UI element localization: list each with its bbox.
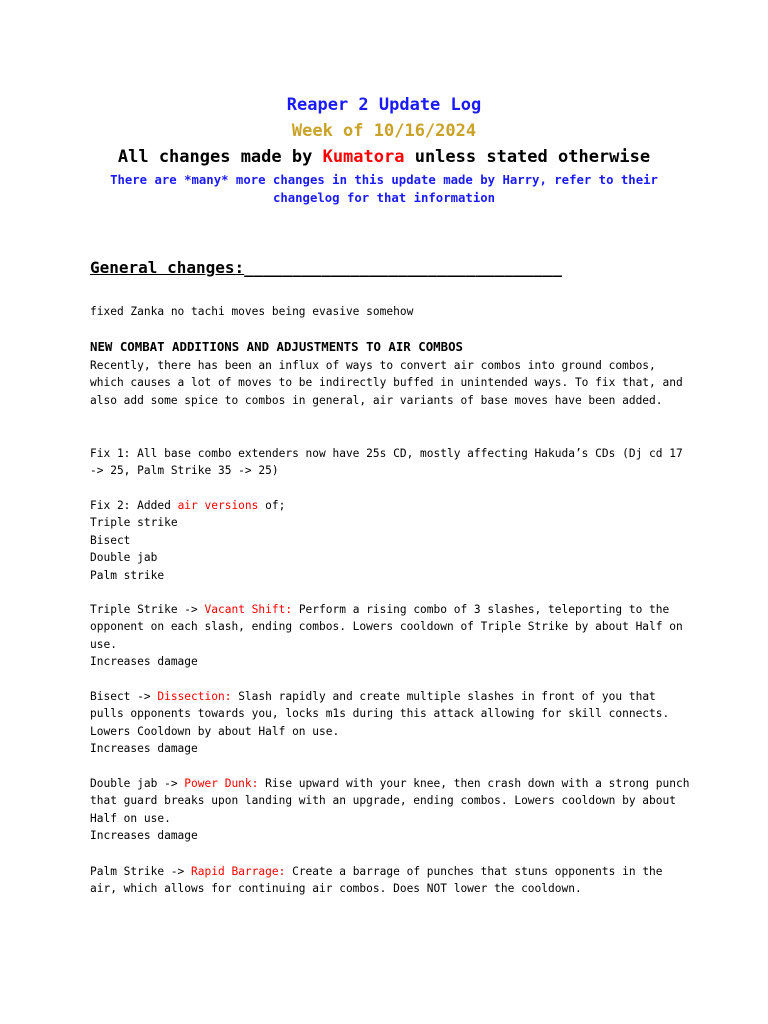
move-description: Create a barrage of punches that stuns opponents in the air, which allows for continuing air combos. Does NOT lower the cooldown. [90,865,670,896]
move-name: Rapid Barrage: [191,865,286,878]
move-entry-bisect [90,688,690,758]
list-item: Double jab [90,551,158,565]
move-base: Bisect -> [90,690,158,703]
combat-section-heading: NEW COMBAT ADDITIONS AND ADJUSTMENTS TO AIR COMBOS [90,339,463,354]
harry-changelog-note: There are *many* more changes in this update made by Harry, refer to their changelog for that information [110,173,658,205]
move-extra: Increases damage [90,655,198,669]
page-title: Reaper 2 Update Log [286,95,482,115]
move-extra: Increases damage [90,742,198,756]
move-name: Dissection: [157,690,232,703]
move-name: Power Dunk: [184,777,259,790]
zanka-fix-line: fixed Zanka no tachi moves being evasive somehow [90,305,414,318]
move-entry-triple-strike [90,601,690,671]
byline-suffix: unless stated otherwise [404,147,651,167]
move-name: Vacant Shift: [204,603,293,616]
move-extra: Increases damage [90,829,198,843]
author-name: Kumatora [322,147,405,167]
move-entry-double-jab [90,775,697,845]
fix-2-prefix: Fix 2: Added [90,499,178,512]
list-item: Bisect [90,533,131,547]
fix-2-suffix: of; [258,499,286,512]
fix-2-highlight: air versions [177,499,259,512]
general-heading-rule: _________________________________ [244,258,563,277]
move-base: Triple Strike -> [90,603,205,616]
author-byline [0,146,768,168]
fix-2-block [90,497,690,584]
move-entry-palm-strike [90,863,690,898]
move-base: Palm Strike -> [90,865,192,878]
move-description: Rise upward with your knee, then crash down with a strong punch that guard breaks upon landing with an upgrade, ending combos. Lowers cooldown by about Half on use. [90,777,697,825]
list-item: Triple strike [90,516,178,530]
move-description: Perform a rising combo of 3 slashes, teleporting to the opponent on each slash, ending combos. Lowers cooldown of Triple Strike by about Half on use. [90,603,690,651]
week-date: Week of 10/16/2024 [291,121,477,141]
combat-intro-paragraph: Recently, there has been an influx of ways to convert air combos into ground combos, which causes a lot of moves to be indirectly buffed in unintended ways. To fix that, and also add some spice to combos in general, air variants of base moves have been added. [90,359,690,407]
general-heading-text: General changes: [90,258,245,277]
move-description: Slash rapidly and create multiple slashes in front of you that pulls opponents towards you, locks m1s during this attack allowing for skill connects. Lowers Cooldown by about Half on use. [90,690,676,738]
list-item: Palm strike [90,568,165,582]
move-base: Double jab -> [90,777,185,790]
general-changes-heading [90,257,562,279]
byline-prefix: All changes made by [117,147,323,167]
fix-1-paragraph: Fix 1: All base combo extenders now have 25s CD, mostly affecting Hakuda’s CDs (Dj cd 17 -> 25, Palm Strike 35 -> 25) [90,447,690,478]
